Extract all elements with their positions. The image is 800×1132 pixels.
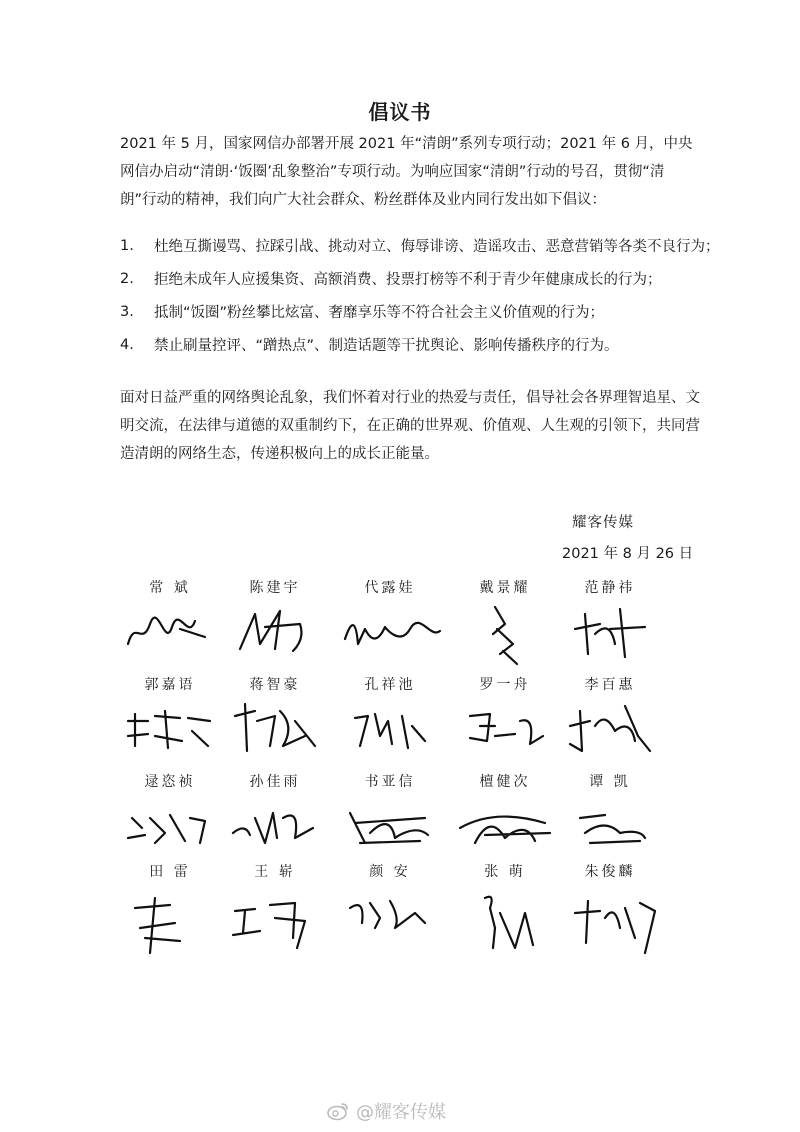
signatory-name: 王 崭	[254, 864, 296, 880]
organization-name: 耀客传媒	[572, 515, 634, 531]
signatory-name: 书亚信	[364, 774, 416, 790]
document-title: 倡议书	[368, 100, 432, 124]
handwritten-signature	[455, 599, 555, 669]
signatory-name: 张 萌	[484, 864, 526, 880]
list-text: 禁止刷量控评、“蹭热点”、制造话题等干扰舆论、影响传播秩序的行为。	[154, 338, 619, 354]
document-date: 2021 年 8 月 26 日	[562, 546, 694, 562]
handwritten-signature	[225, 599, 325, 664]
signatory-name: 檀健次	[479, 774, 531, 790]
handwritten-signature	[455, 883, 555, 963]
signatory-name: 谭 凯	[589, 774, 631, 790]
list-item	[120, 328, 720, 361]
signatory-name: 代露娃	[364, 580, 416, 596]
handwritten-signature	[340, 599, 450, 664]
weibo-watermark	[326, 1098, 446, 1124]
list-number: 4.	[120, 336, 134, 353]
handwritten-signature	[560, 883, 670, 963]
signatory-name: 常 斌	[149, 580, 191, 596]
list-text: 拒绝未成年人应援集资、高额消费、投票打榜等不利于青少年健康成长的行为；	[154, 272, 662, 288]
handwritten-signature	[120, 793, 220, 858]
handwritten-signature	[560, 696, 660, 761]
signatory-name: 范静祎	[584, 580, 636, 596]
signatory-name: 田 雷	[149, 864, 191, 880]
handwritten-signature	[120, 883, 220, 958]
handwritten-signature	[225, 696, 325, 761]
list-text: 杜绝互撕谩骂、拉踩引战、挑动对立、侮辱诽谤、造谣攻击、恶意营销等各类不良行为；	[154, 239, 720, 255]
handwritten-signature	[225, 793, 325, 858]
list-number: 2.	[120, 270, 134, 287]
signatory-name: 蒋智豪	[249, 677, 301, 693]
signatory-name: 陈建宇	[249, 580, 301, 596]
handwritten-signature	[560, 599, 660, 664]
list-text: 抵制“饭圈”粉丝攀比炫富、奢靡享乐等不符合社会主义价值观的行为；	[154, 305, 605, 321]
list-number: 3.	[120, 303, 134, 320]
list-number: 1.	[120, 237, 134, 254]
handwritten-signature	[340, 696, 440, 761]
list-item	[120, 262, 720, 295]
signatory-name: 郭嘉语	[144, 677, 196, 693]
closing-paragraph: 面对日益严重的网络舆论乱象，我们怀着对行业的热爱与责任，倡导社会各界理智追星、文明交流，在法律与道德的双重制约下，在正确的世界观、价值观、人生观的引领下，共同营造清朗的网络生态，传递积极向上的成长正能量。	[120, 390, 700, 462]
handwritten-signature	[560, 793, 660, 858]
signatory-name: 颜 安	[369, 864, 411, 880]
handwritten-signature	[120, 696, 220, 761]
handwritten-signature	[455, 793, 565, 858]
signatory-name: 李百惠	[584, 677, 636, 693]
list-item	[120, 229, 720, 262]
handwritten-signature	[340, 883, 440, 958]
signatory-name: 孔祥池	[364, 677, 416, 693]
intro-paragraph: 2021 年 5 月，国家网信办部署开展 2021 年“清朗”系列专项行动；2021 年 6 月，中央网信办启动“清朗·‘饭圈’乱象整治”专项行动。为响应国家“清朗”行动的号召，贯彻“清朗”行动的精神，我们向广大社会群众、粉丝群体及业内同行发出如下倡议：	[120, 136, 693, 208]
handwritten-signature	[455, 696, 555, 761]
handwritten-signature	[340, 793, 440, 858]
watermark-text: @耀客传媒	[356, 1102, 446, 1123]
handwritten-signature	[225, 883, 325, 958]
signatory-name: 朱俊麟	[584, 864, 636, 880]
signatory-name: 罗一舟	[479, 677, 531, 693]
signatory-name: 戴景耀	[479, 580, 531, 596]
signatory-name: 孙佳雨	[249, 774, 301, 790]
signatory-name: 逯恣祯	[144, 774, 196, 790]
list-item	[120, 295, 720, 328]
proposal-list	[120, 229, 720, 361]
weibo-icon	[326, 1101, 350, 1121]
handwritten-signature	[120, 599, 220, 664]
